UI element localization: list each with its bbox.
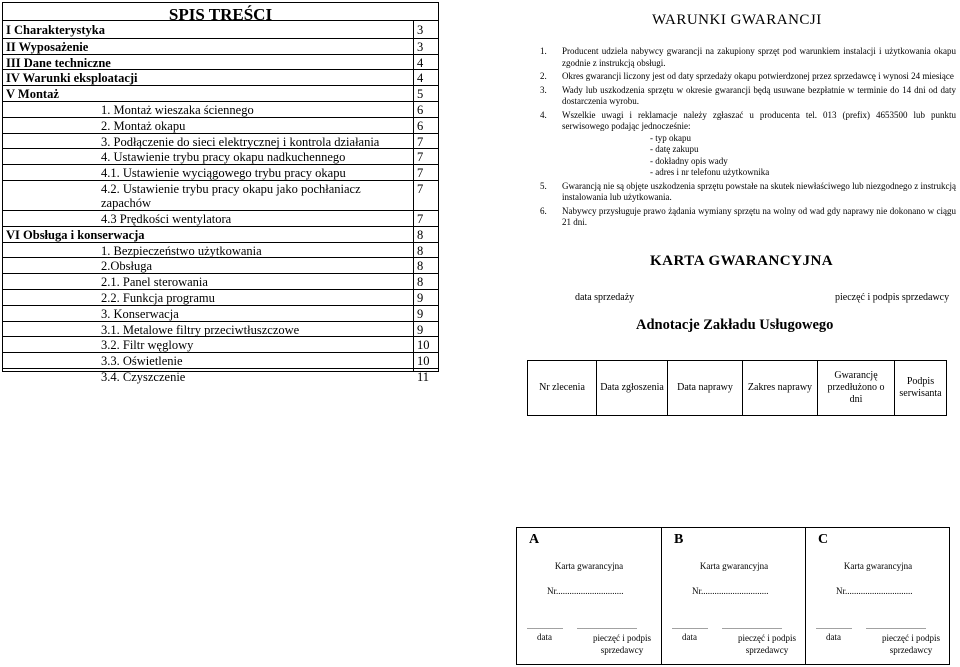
toc-entry-label: 4.2. Ustawienie trybu pracy okapu jako pochłaniacz zapachów [101, 182, 361, 210]
toc-row [3, 289, 438, 306]
toc-entry-page: 8 [417, 259, 424, 274]
warranty-item: 4. Wszelkie uwagi i reklamacje należy zgłaszać u producenta tel. 013 (prefix) 4653500 lub punktu serwisowego podając jednocześnie: - typ okapu - datę zakupu - dokładny opis wady - adres i nr telefonu użytkownika [540, 109, 956, 177]
coupon-letter: C [818, 532, 829, 547]
toc-entry-page: 7 [417, 166, 424, 181]
toc-entry-page: 8 [417, 275, 424, 290]
toc-entry-label: 4.3 Prędkości wentylatora [101, 212, 232, 226]
warranty-item: 1. Producent udziela nabywcy gwarancji na zakupiony sprzęt pod warunkiem instalacji i użytkowania okapu zgodnie z instrukcją obsługi. [540, 46, 956, 68]
seller-stamp-label: pieczęć i podpis sprzedawcy [835, 292, 950, 303]
toc-entry-label: 3.4. Czyszczenie [101, 370, 186, 384]
toc-entry-label: 3.1. Metalowe filtry przeciwtłuszczowe [101, 322, 300, 337]
toc-entry-page: 11 [417, 370, 430, 384]
toc-entry-page: 9 [417, 291, 424, 305]
coupon-b [661, 528, 806, 664]
toc-entry-label: 2. Montaż okapu [101, 118, 186, 133]
column-header: Nr zlecenia [528, 361, 597, 416]
toc-entry-label: 4.1. Ustawienie wyciągowego trybu pracy okapu [101, 166, 346, 181]
toc-row [3, 117, 438, 134]
warranty-card-title: KARTA GWARANCYJNA [650, 253, 834, 269]
warranty-item: 2. Okres gwarancji liczony jest od daty sprzedaży okapu potwierdzonej przez sprzedawcę i wynosi 24 miesiące [540, 71, 954, 81]
coupon-label: Karta gwarancyjna [843, 561, 913, 571]
toc-entry-label: IV Warunki eksploatacji [6, 71, 138, 86]
toc-entry-page: 9 [417, 322, 424, 337]
warranty-item: 6. Nabywcy przysługuje prawo żądania wymiany sprzętu na wolny od wad gdy naprawy nie dokonano w ciągu 21 dni. [540, 205, 956, 227]
toc-entry-label: 1. Bezpieczeństwo użytkowania [101, 243, 262, 258]
coupon-date-line: .................. [527, 622, 563, 631]
toc-entry-label: 3.2. Filtr węglowy [101, 338, 194, 353]
coupon-date-label: data [826, 632, 841, 642]
coupon-date-line: .................. [816, 622, 852, 631]
coupon-stamp-label: pieczęć i podpis sprzedawcy [593, 633, 651, 655]
coupon-letter: B [674, 532, 684, 547]
toc-row [3, 85, 438, 102]
toc-row [3, 38, 438, 55]
toc-entry-label: 2.2. Funkcja programu [101, 291, 215, 305]
column-header: Gwarancję przedłużono o dni [818, 361, 895, 416]
sale-date-label: data sprzedaży [575, 292, 635, 303]
toc-row [3, 226, 438, 243]
toc-entry-label: 3. Podłączenie do sieci elektrycznej i kontrola działania [101, 134, 380, 149]
toc-entry-label: 2.Obsługa [101, 259, 153, 274]
coupon-c [805, 528, 950, 664]
toc-entry-label: 2.1. Panel sterowania [101, 275, 208, 290]
toc-entry-page: 4 [417, 55, 424, 70]
coupon-letter: A [529, 532, 540, 547]
warranty-subitem: - typ okapu [650, 132, 691, 143]
toc-entry-label: 1. Montaż wieszaka ściennego [101, 103, 254, 117]
service-table [527, 360, 947, 416]
toc-entry-page: 10 [417, 354, 430, 369]
toc-entry-page: 8 [417, 227, 424, 242]
warranty-subitem: - dokładny opis wady [650, 155, 728, 166]
toc-row [3, 133, 438, 150]
warranty-item: 5. Gwarancją nie są objęte uszkodzenia sprzętu powstałe na skutek niewłaściwego lub niezgodnego z instrukcją instalowania lub użytkowania. [540, 180, 956, 202]
toc-entry-page: 3 [417, 39, 424, 54]
toc-row [3, 210, 438, 227]
coupon-date-line: .................. [672, 622, 708, 631]
toc-row [3, 148, 438, 165]
toc-row [3, 321, 438, 338]
coupon-a [517, 528, 661, 664]
coupon-stamp-label: pieczęć i podpis sprzedawcy [882, 633, 940, 655]
coupon-stamp-line: .............................. [866, 622, 926, 631]
toc-row [3, 352, 438, 369]
column-header: Data naprawy [668, 361, 743, 416]
toc-row [3, 180, 438, 211]
toc-entry-page: 4 [417, 71, 424, 86]
coupon-stamp-line: .............................. [577, 622, 637, 631]
toc-entry-page: 7 [417, 212, 424, 226]
service-annotations-title: Adnotacje Zakładu Usługowego [636, 317, 834, 333]
toc-entry-page: 7 [417, 150, 424, 165]
toc-row [3, 368, 438, 385]
toc-entry-label: II Wyposażenie [6, 39, 89, 54]
toc-row [3, 257, 438, 274]
toc-entry-page: 7 [417, 134, 424, 149]
toc-row [3, 54, 438, 71]
warranty-conditions-title: WARUNKI GWARANCJI [652, 12, 822, 28]
service-table-header [528, 361, 947, 416]
toc-entry-page: 6 [417, 103, 424, 117]
warranty-item: 3. Wady lub uszkodzenia sprzętu w okresie gwarancji będą usuwane bezpłatnie w terminie do 14 dni od daty dostarczenia wyrobu. [540, 84, 956, 106]
coupon-date-label: data [682, 632, 697, 642]
toc-entry-label: 3. Konserwacja [101, 306, 179, 321]
coupon-number: Nr.............................. [692, 586, 769, 596]
toc-row [3, 305, 438, 322]
warranty-subitem: - datę zakupu [650, 144, 699, 154]
column-header: Zakres naprawy [743, 361, 818, 416]
coupon-label: Karta gwarancyjna [699, 561, 769, 571]
toc-row [3, 273, 438, 290]
toc-entry-label: VI Obsługa i konserwacja [6, 227, 145, 242]
table-of-contents [2, 2, 439, 384]
toc-entry-label: 4. Ustawienie trybu pracy okapu nadkuchennego [101, 150, 346, 165]
toc-entry-label: I Charakterystyka [6, 23, 105, 37]
toc-entry-label: III Dane techniczne [6, 55, 111, 70]
toc-row [3, 336, 438, 353]
toc-entry-page: 3 [417, 23, 424, 37]
coupon-stamp-label: pieczęć i podpis sprzedawcy [738, 633, 796, 655]
toc-entry-label: V Montaż [6, 87, 59, 102]
toc-row [3, 69, 438, 86]
coupon-number: Nr.............................. [547, 586, 624, 596]
coupon-label: Karta gwarancyjna [554, 561, 624, 571]
toc-row [3, 242, 438, 259]
toc-entry-page: 5 [417, 87, 424, 102]
toc-row [3, 101, 438, 118]
toc-entry-page: 9 [417, 306, 424, 321]
toc-row [3, 22, 438, 38]
warranty-coupons [516, 527, 950, 665]
toc-entry-page: 8 [417, 243, 424, 258]
toc-entry-page: 6 [417, 118, 424, 133]
coupon-number: Nr.............................. [836, 586, 913, 596]
warranty-conditions-list [536, 46, 956, 231]
coupon-stamp-line: .............................. [722, 622, 782, 631]
toc-title: SPIS TREŚCI [168, 5, 273, 24]
coupon-date-label: data [537, 632, 552, 642]
toc-entry-page: 10 [417, 338, 430, 353]
toc-row [3, 164, 438, 181]
warranty-subitem: - adres i nr telefonu użytkownika [650, 167, 770, 177]
toc-entry-label: 3.3. Oświetlenie [101, 354, 183, 369]
column-header: Podpis serwisanta [895, 361, 947, 416]
toc-entry-page: 7 [417, 182, 424, 196]
column-header: Data zgłoszenia [597, 361, 668, 416]
